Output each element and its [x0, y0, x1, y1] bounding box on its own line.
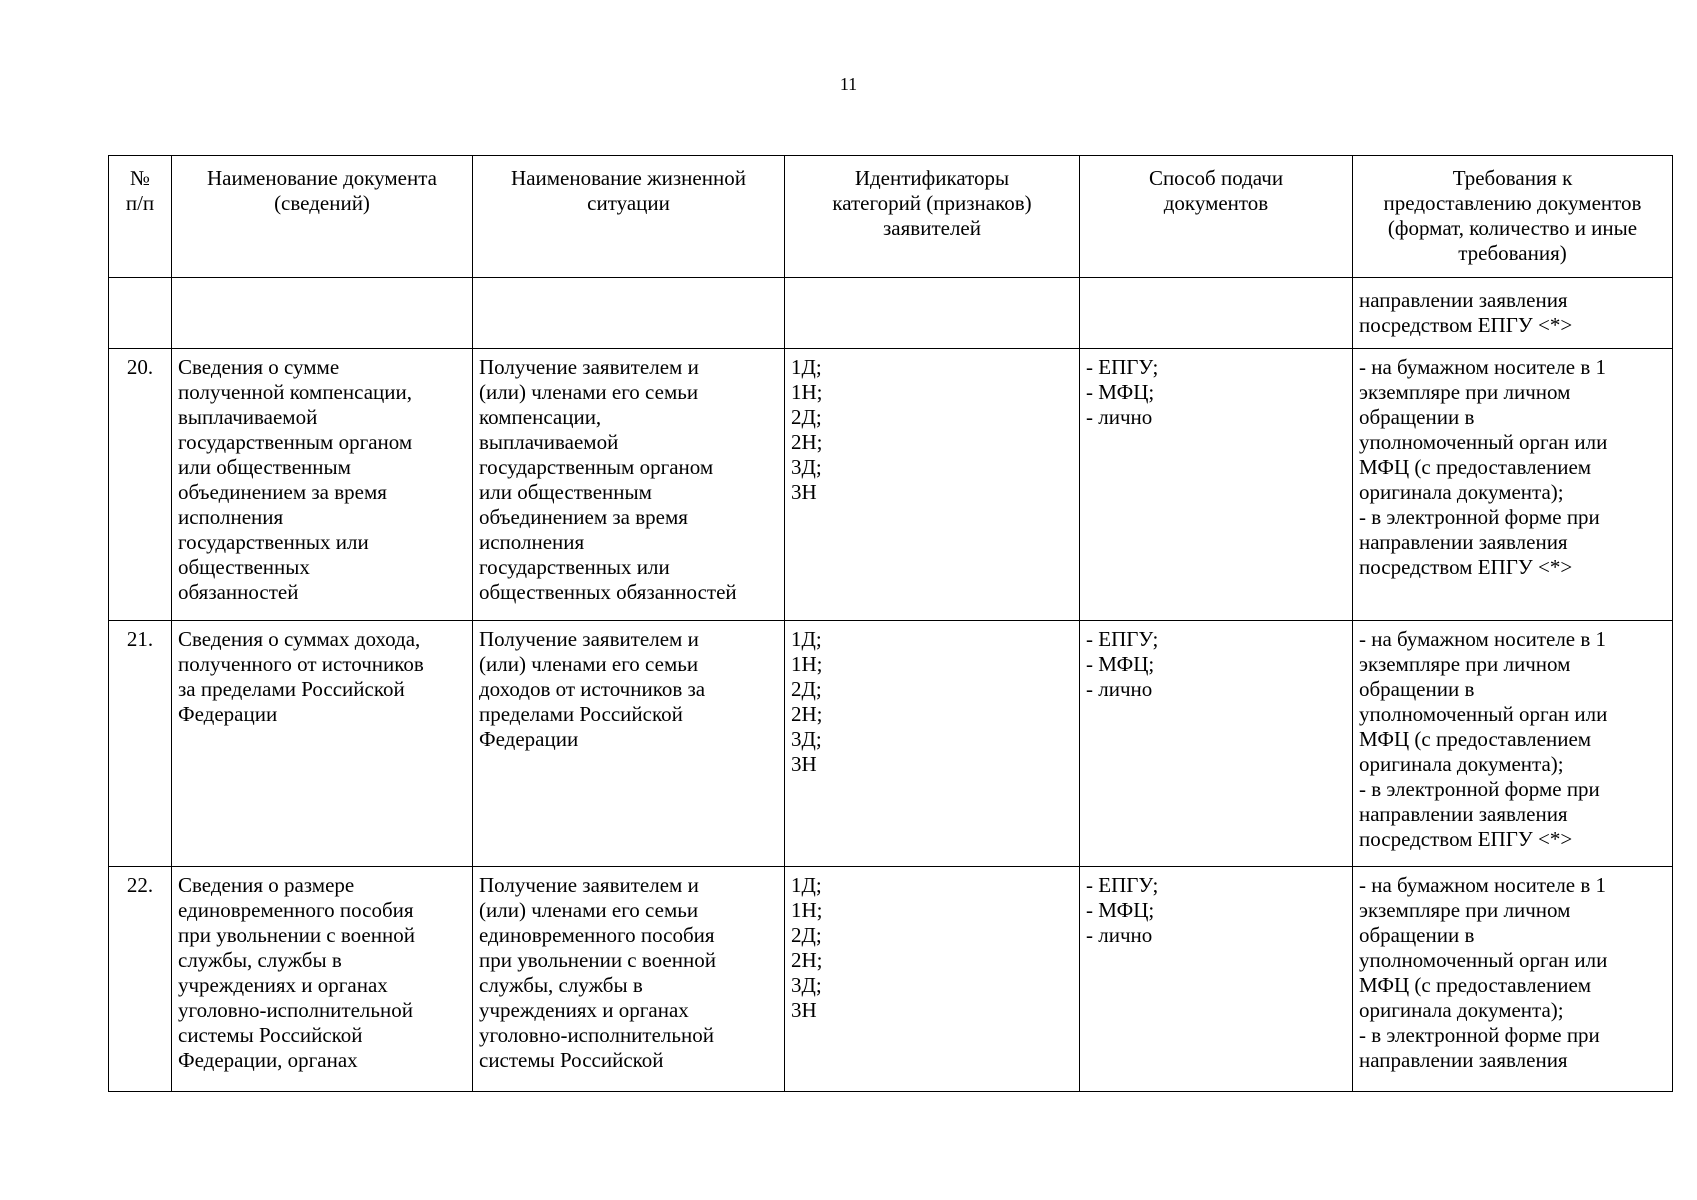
cell-line: 3Д; — [791, 973, 822, 997]
cell-line: - на бумажном носителе в 1 — [1359, 627, 1607, 651]
cell-line: оригинала документа); — [1359, 480, 1564, 504]
cell-line: при увольнении с военной — [178, 923, 415, 947]
cell-line: единовременного пособия — [479, 923, 715, 947]
row-situation — [473, 867, 785, 1092]
cell-line: общественных — [178, 555, 310, 579]
cell-line: экземпляре при личном — [1359, 380, 1571, 404]
cell-line: - МФЦ; — [1086, 652, 1155, 676]
cell-line: исполнения — [178, 505, 284, 529]
row-number: 20. — [109, 349, 172, 621]
row-submission — [1080, 349, 1353, 621]
cell-line: посредством ЕПГУ <*> — [1359, 827, 1573, 851]
cell-line: 1Н; — [791, 380, 823, 404]
cell-line: общественных обязанностей — [479, 580, 737, 604]
cell-line: уполномоченный орган или — [1359, 948, 1608, 972]
cell-number — [109, 278, 172, 349]
cell-line: МФЦ (с предоставлением — [1359, 455, 1592, 479]
cell-line: - ЕПГУ; — [1086, 873, 1159, 897]
cell-line: уголовно-исполнительной — [479, 1023, 714, 1047]
row-situation — [473, 349, 785, 621]
cell-line: пределами Российской — [479, 702, 683, 726]
cell-line: Идентификаторы — [854, 166, 1010, 190]
cell-line: - МФЦ; — [1086, 380, 1155, 404]
row-identifiers — [785, 349, 1080, 621]
cell-line: Требования к — [1452, 166, 1573, 190]
cell-line: оригинала документа); — [1359, 752, 1564, 776]
cell-line: 1Н; — [791, 652, 823, 676]
cell-line: выплачиваемой — [479, 430, 619, 454]
cell-line: - на бумажном носителе в 1 — [1359, 355, 1607, 379]
row-requirements — [1353, 621, 1673, 867]
cell-line: Федерации, органах — [178, 1048, 358, 1072]
row-number: 21. — [109, 621, 172, 867]
cell-line: обращении в — [1359, 923, 1475, 947]
cell-line: обращении в — [1359, 677, 1475, 701]
cell-line: 2Н; — [791, 430, 823, 454]
cell-line: полученной компенсации, — [178, 380, 412, 404]
cell-line: (формат, количество и иные — [1387, 216, 1638, 240]
cell-requirements — [1353, 278, 1673, 349]
cell-line: - в электронной форме при — [1359, 777, 1600, 801]
cell-line: оригинала документа); — [1359, 998, 1564, 1022]
row-situation — [473, 621, 785, 867]
cell-line: (или) членами его семьи — [479, 898, 699, 922]
cell-line: Получение заявителем и — [479, 873, 699, 897]
cell-line: требования) — [1458, 241, 1567, 265]
cell-line: - в электронной форме при — [1359, 1023, 1600, 1047]
header-submission — [1080, 156, 1353, 278]
cell-line: уполномоченный орган или — [1359, 702, 1608, 726]
table-header-row — [109, 156, 1673, 278]
cell-line: исполнения — [479, 530, 585, 554]
cell-line: или общественным — [479, 480, 652, 504]
cell-line: 3Н — [791, 998, 817, 1022]
header-situation — [473, 156, 785, 278]
cell-line: (или) членами его семьи — [479, 652, 699, 676]
cell-line: (сведений) — [274, 191, 370, 215]
cell-line: полученного от источников — [178, 652, 424, 676]
cell-line: государственных или — [479, 555, 670, 579]
cell-line: 2Н; — [791, 702, 823, 726]
cell-line: выплачиваемой — [178, 405, 318, 429]
cell-line: единовременного пособия — [178, 898, 414, 922]
cell-line: государственным органом — [479, 455, 714, 479]
header-identifiers — [785, 156, 1080, 278]
cell-situation — [473, 278, 785, 349]
cell-document — [172, 278, 473, 349]
row-submission — [1080, 867, 1353, 1092]
row-number: 22. — [109, 867, 172, 1092]
cell-line: Федерации — [479, 727, 579, 751]
cell-line: обязанностей — [178, 580, 299, 604]
cell-line: при увольнении с военной — [479, 948, 716, 972]
cell-line: направлении заявления — [1359, 802, 1568, 826]
cell-line: доходов от источников за — [479, 677, 706, 701]
cell-identifiers — [785, 278, 1080, 349]
cell-line: № — [129, 166, 151, 190]
cell-line: учреждениях и органах — [479, 998, 689, 1022]
table-row — [109, 621, 1673, 867]
row-identifiers — [785, 867, 1080, 1092]
cell-line: учреждениях и органах — [178, 973, 388, 997]
cell-line: 2Д; — [791, 923, 822, 947]
cell-line: документов — [1163, 191, 1269, 215]
cell-line: направлении заявления — [1359, 530, 1568, 554]
cell-line: 1Н; — [791, 898, 823, 922]
cell-line: (или) членами его семьи — [479, 380, 699, 404]
cell-line: заявителей — [883, 216, 981, 240]
cell-line: экземпляре при личном — [1359, 898, 1571, 922]
cell-line: - ЕПГУ; — [1086, 627, 1159, 651]
continuation-row — [109, 278, 1673, 349]
cell-line: п/п — [125, 191, 155, 215]
cell-line: службы, службы в — [178, 948, 342, 972]
cell-line: объединением за время — [178, 480, 387, 504]
cell-line: МФЦ (с предоставлением — [1359, 973, 1592, 997]
cell-line: Наименование жизненной — [511, 166, 746, 190]
cell-line: экземпляре при личном — [1359, 652, 1571, 676]
cell-line: системы Российской — [178, 1023, 363, 1047]
cell-line: направлении заявления — [1359, 288, 1568, 312]
row-document — [172, 349, 473, 621]
cell-line: - МФЦ; — [1086, 898, 1155, 922]
row-document — [172, 867, 473, 1092]
cell-line: 1Д; — [791, 627, 822, 651]
cell-line: 1Д; — [791, 873, 822, 897]
cell-line: категорий (признаков) — [832, 191, 1032, 215]
cell-line: - ЕПГУ; — [1086, 355, 1159, 379]
cell-line: уполномоченный орган или — [1359, 430, 1608, 454]
table-row — [109, 867, 1673, 1092]
cell-line: посредством ЕПГУ <*> — [1359, 555, 1573, 579]
cell-line: МФЦ (с предоставлением — [1359, 727, 1592, 751]
cell-line: посредством ЕПГУ <*> — [1359, 313, 1573, 337]
cell-line: за пределами Российской — [178, 677, 405, 701]
row-document — [172, 621, 473, 867]
cell-line: Сведения о сумме — [178, 355, 340, 379]
cell-line: Федерации — [178, 702, 278, 726]
cell-line: государственным органом — [178, 430, 413, 454]
cell-line: 2Н; — [791, 948, 823, 972]
cell-line: - лично — [1086, 923, 1153, 947]
cell-line: ситуации — [587, 191, 670, 215]
cell-line: 1Д; — [791, 355, 822, 379]
row-submission — [1080, 621, 1353, 867]
cell-line: 3Н — [791, 480, 817, 504]
cell-line: или общественным — [178, 455, 351, 479]
cell-line: обращении в — [1359, 405, 1475, 429]
cell-line: - на бумажном носителе в 1 — [1359, 873, 1607, 897]
row-identifiers — [785, 621, 1080, 867]
cell-line: 2Д; — [791, 405, 822, 429]
cell-line: Получение заявителем и — [479, 355, 699, 379]
header-requirements — [1353, 156, 1673, 278]
cell-line: Получение заявителем и — [479, 627, 699, 651]
row-requirements — [1353, 867, 1673, 1092]
row-requirements — [1353, 349, 1673, 621]
cell-line: - лично — [1086, 405, 1153, 429]
cell-line: Способ подачи — [1148, 166, 1284, 190]
cell-line: объединением за время — [479, 505, 688, 529]
documents-table — [108, 155, 1673, 1092]
cell-line: - в электронной форме при — [1359, 505, 1600, 529]
cell-line: компенсации, — [479, 405, 602, 429]
cell-line: Сведения о размере — [178, 873, 355, 897]
cell-line: службы, службы в — [479, 973, 643, 997]
cell-line: уголовно-исполнительной — [178, 998, 413, 1022]
cell-line: направлении заявления — [1359, 1048, 1568, 1072]
cell-submission — [1080, 278, 1353, 349]
cell-line: Наименование документа — [207, 166, 437, 190]
cell-line: государственных или — [178, 530, 369, 554]
cell-line: 3Н — [791, 752, 817, 776]
cell-line: 3Д; — [791, 727, 822, 751]
cell-line: Сведения о суммах дохода, — [178, 627, 421, 651]
table-row — [109, 349, 1673, 621]
cell-line: предоставлению документов — [1383, 191, 1642, 215]
page-number: 11 — [839, 74, 858, 94]
header-document — [172, 156, 473, 278]
cell-line: - лично — [1086, 677, 1153, 701]
cell-line: системы Российской — [479, 1048, 664, 1072]
cell-line: 3Д; — [791, 455, 822, 479]
header-number — [109, 156, 172, 278]
cell-line: 2Д; — [791, 677, 822, 701]
